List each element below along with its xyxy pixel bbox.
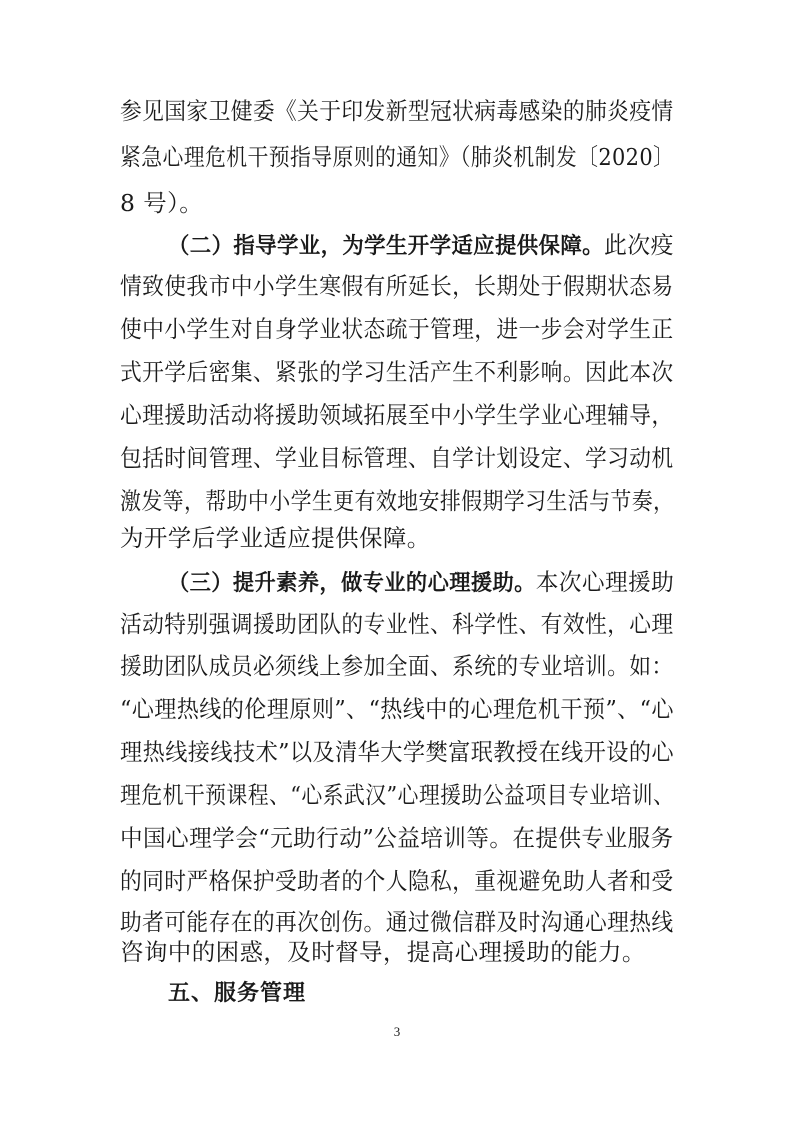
section3-lead: 本次心理援助 (535, 568, 675, 596)
text-line: “心理热线的伦理原则”、“热线中的心理危机干预”、“心 (120, 695, 674, 723)
page-number: 3 (393, 1024, 401, 1039)
text-line: 8 号）。 (120, 189, 204, 217)
section3-title: （三）提升素养，做专业的心理援助。 (168, 571, 536, 596)
section-heading: 五、服务管理 (168, 981, 307, 1006)
text-line: 理危机干预课程、“心系武汉”心理援助公益项目专业培训、 (120, 781, 675, 809)
text-line: 理热线接线技术”以及清华大学樊富珉教授在线开设的心 (120, 738, 675, 766)
text-line: 使中小学生对自身学业状态疏于管理，进一步会对学生正 (120, 315, 674, 343)
text-line: 紧急心理危机干预指导原则的通知》（肺炎机制发〔2020〕 (120, 143, 675, 171)
text-line: 情致使我市中小学生寒假有所延长，长期处于假期状态易 (120, 272, 674, 300)
section2-lead: 此次疫 (603, 231, 674, 259)
text-line: 参见国家卫健委《关于印发新型冠状病毒感染的肺炎疫情 (120, 97, 674, 125)
text-line: 包括时间管理、学业目标管理、自学计划设定、学习动机 (120, 444, 674, 472)
text-line: 援助团队成员必须线上参加全面、系统的专业培训。如： (120, 652, 674, 680)
text-line: 活动特别强调援助团队的专业性、科学性、有效性，心理 (120, 610, 674, 638)
text-line: 中国心理学会“元助行动”公益培训等。在提供专业服务 (120, 824, 674, 852)
section3-first-line (168, 562, 674, 602)
text-line: 式开学后密集、紧张的学习生活产生不利影响。因此本次 (120, 358, 674, 386)
text-line: 的同时严格保护受助者的个人隐私，重视避免助人者和受 (120, 867, 674, 895)
text-line: 助者可能存在的再次创伤。通过微信群及时沟通心理热线 (120, 908, 674, 936)
text-line: 心理援助活动将援助领域拓展至中小学生学业心理辅导， (120, 401, 674, 429)
section2-first-line (168, 225, 674, 265)
text-line: 激发等，帮助中小学生更有效地安排假期学习生活与节奏， (120, 487, 675, 515)
section2-title: （二）指导学业，为学生开学适应提供保障。 (168, 234, 604, 259)
text-line: 为开学后学业适应提供保障。 (120, 524, 431, 552)
text-line: 咨询中的困惑，及时督导，提高心理援助的能力。 (120, 938, 646, 966)
